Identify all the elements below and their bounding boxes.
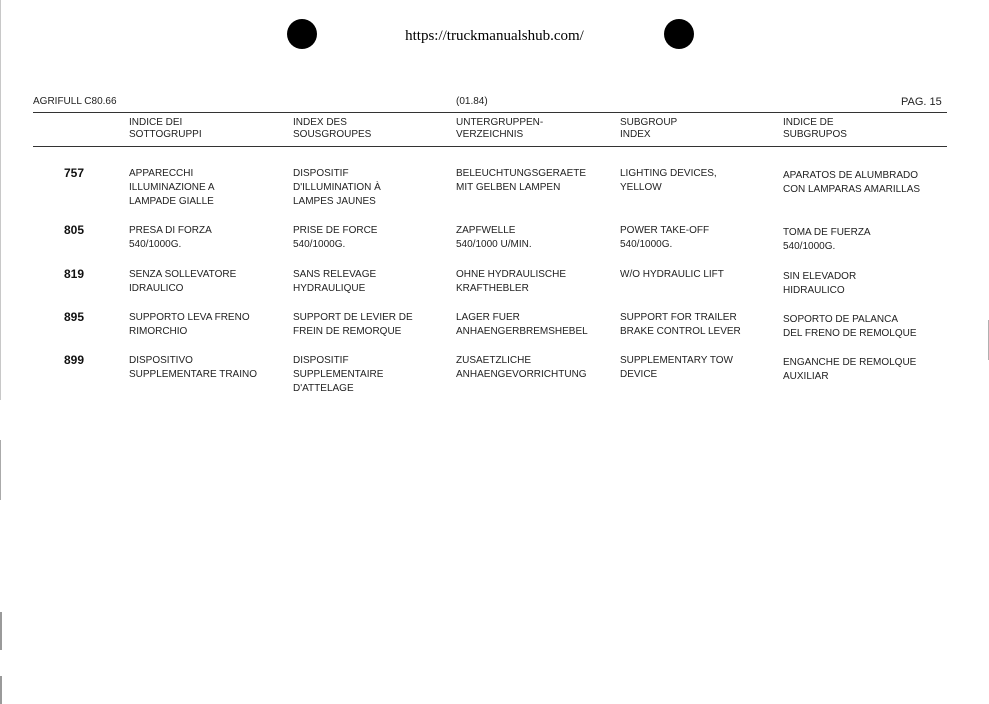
description-fr: SANS RELEVAGE HYDRAULIQUE xyxy=(293,269,377,294)
description-de: ZUSAETZLICHE ANHAENGEVORRICHTUNG xyxy=(456,355,587,380)
description-it: SENZA SOLLEVATORE IDRAULICO xyxy=(129,269,237,294)
description-it: PRESA DI FORZA 540/1000G. xyxy=(129,225,212,250)
description-es: SIN ELEVADOR HIDRAULICO xyxy=(783,271,857,296)
subgroup-code: 895 xyxy=(64,310,85,324)
description-en: SUPPORT FOR TRAILER BRAKE CONTROL LEVER xyxy=(620,312,741,337)
column-head-line: INDICE DE xyxy=(783,117,834,128)
description-it: SUPPORTO LEVA FRENO RIMORCHIO xyxy=(129,312,250,337)
description-es: APARATOS DE ALUMBRADO CON LAMPARAS AMARILLAS xyxy=(783,170,921,195)
description-fr: SUPPORT DE LEVIER DE FREIN DE REMORQUE xyxy=(293,312,413,337)
subgroup-code: 805 xyxy=(64,223,85,237)
subgroup-code: 819 xyxy=(64,267,85,281)
description-fr: PRISE DE FORCE 540/1000G. xyxy=(293,225,378,250)
column-head-line: UNTERGRUPPEN- xyxy=(456,117,544,128)
description-es: TOMA DE FUERZA 540/1000G. xyxy=(783,227,871,252)
description-en: W/O HYDRAULIC LIFT xyxy=(620,269,724,280)
column-head-en xyxy=(620,117,677,141)
description-de: BELEUCHTUNGSGERAETE MIT GELBEN LAMPEN xyxy=(456,168,587,193)
column-head-es xyxy=(783,117,847,141)
description-en: POWER TAKE-OFF 540/1000G. xyxy=(620,225,710,250)
header-rule xyxy=(33,112,947,113)
scan-edge-mark xyxy=(0,676,2,704)
description-de: LAGER FUER ANHAENGERBREMSHEBEL xyxy=(456,312,588,337)
column-head-rule xyxy=(33,146,947,147)
column-head-line: SOTTOGRUPPI xyxy=(129,129,202,140)
column-head-fr xyxy=(293,117,371,141)
description-fr: DISPOSITIF D'ILLUMINATION À LAMPES JAUNES xyxy=(293,168,381,207)
column-head-line: VERZEICHNIS xyxy=(456,129,524,140)
column-head-it xyxy=(129,117,202,141)
column-head-de xyxy=(456,117,543,141)
subgroup-code: 757 xyxy=(64,166,85,180)
description-it: DISPOSITIVO SUPPLEMENTARE TRAINO xyxy=(129,355,257,380)
document-date: (01.84) xyxy=(456,96,488,107)
page-number: PAG. 15 xyxy=(901,96,942,108)
description-fr: DISPOSITIF SUPPLEMENTAIRE D'ATTELAGE xyxy=(293,355,384,394)
description-es: SOPORTO DE PALANCA DEL FRENO DE REMOLQUE xyxy=(783,314,917,339)
column-head-line: INDICE DEI xyxy=(129,117,183,128)
description-de: OHNE HYDRAULISCHE KRAFTHEBLER xyxy=(456,269,567,294)
column-head-line: SOUSGROUPES xyxy=(293,129,372,140)
description-de: ZAPFWELLE 540/1000 U/MIN. xyxy=(456,225,532,250)
column-head-line: SUBGROUP xyxy=(620,117,678,128)
description-en: LIGHTING DEVICES, YELLOW xyxy=(620,168,717,193)
model-title: AGRIFULL C80.66 xyxy=(33,96,117,107)
description-it: APPARECCHI ILLUMINAZIONE A LAMPADE GIALLE xyxy=(129,168,215,207)
subgroup-code: 899 xyxy=(64,353,85,367)
scan-edge-mark xyxy=(0,440,1,500)
column-head-line: INDEX DES xyxy=(293,117,347,128)
watermark-url: https://truckmanualshub.com/ xyxy=(405,28,584,44)
scan-edge-mark xyxy=(0,0,1,400)
scan-edge-mark xyxy=(0,612,2,650)
column-head-line: INDEX xyxy=(620,129,651,140)
description-es: ENGANCHE DE REMOLQUE AUXILIAR xyxy=(783,357,917,382)
column-head-line: SUBGRUPOS xyxy=(783,129,847,140)
description-en: SUPPLEMENTARY TOW DEVICE xyxy=(620,355,733,380)
